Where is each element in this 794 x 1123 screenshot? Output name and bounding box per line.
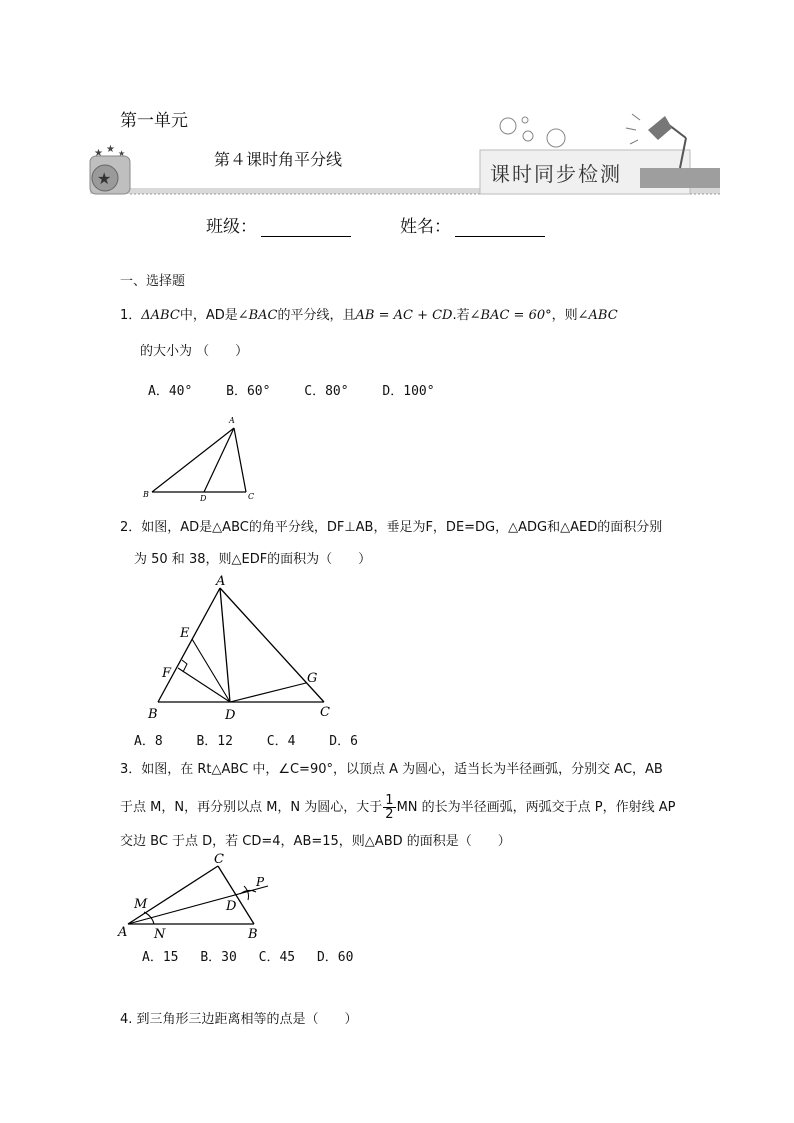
q2-label-g: G	[307, 671, 318, 686]
q2-label-f: F	[162, 666, 172, 681]
q2-option-a[interactable]: A．8	[134, 734, 163, 749]
question-1-line-2: 的大小为 （ ）	[140, 344, 249, 359]
q3-label-a: A	[118, 925, 128, 940]
name-field	[400, 212, 545, 237]
q2-label-e: E	[180, 626, 190, 641]
question-2-line-1: 2．如图，AD是△ABC的角平分线，DF⊥AB，垂足为F，DE=DG，△ADG和△AED的面积分别	[120, 520, 663, 535]
question-3-options	[142, 946, 367, 965]
q3-label-n: N	[154, 927, 166, 942]
name-label: 姓名：	[400, 217, 451, 237]
q1-label-d: D	[200, 494, 207, 503]
q3-option-c[interactable]: C．45	[258, 950, 296, 965]
q3-label-d: D	[226, 899, 237, 914]
q2-label-a: A	[216, 574, 226, 589]
q2-option-b[interactable]: B．12	[196, 734, 233, 749]
lesson-title: 第４课时角平分线	[214, 150, 343, 169]
q1-option-b[interactable]: B．60°	[226, 384, 271, 399]
q3-figure	[116, 850, 286, 942]
q3-label-c: C	[214, 852, 224, 867]
q1-label-b: B	[143, 490, 149, 499]
question-1-options	[148, 380, 461, 399]
q3-label-b: B	[248, 927, 258, 942]
q3-label-m: M	[134, 897, 148, 912]
question-3-line-1: 3．如图，在 Rt△ABC 中，∠C=90°，以顶点 A 为圆心，适当长为半径画弧，分别交 AC，AB	[120, 762, 663, 777]
q3-option-d[interactable]: D．60	[316, 950, 354, 965]
q2-option-c[interactable]: C．4	[266, 734, 296, 749]
question-3-line-2: 于点 M，N，再分别以点 M，N 为圆心，大于 $\frac{1}{2}$ MN 的长为半径画弧，两弧交于点 P，作射线 AP	[120, 793, 676, 822]
name-blank[interactable]	[455, 218, 545, 237]
class-field	[206, 212, 351, 237]
q2-label-b: B	[148, 707, 158, 722]
q3-option-a[interactable]: A．15	[142, 950, 179, 965]
section-title: 一、选择题	[120, 274, 186, 289]
q1-option-d[interactable]: D．100°	[382, 384, 435, 399]
q1-figure	[140, 412, 270, 504]
question-1-line-1: 1．ΔABC中，AD是∠BAC的平分线，且AB = AC + CD.若∠BAC = 60°，则∠ABC	[120, 308, 618, 323]
q2-figure	[140, 572, 350, 722]
q1-option-a[interactable]: A．40°	[148, 384, 193, 399]
q1-label-a: A	[229, 416, 235, 425]
q2-label-d: D	[225, 708, 236, 722]
q3-option-b[interactable]: B．30	[200, 950, 237, 965]
fraction-one-half: $\frac{1}{2}$	[385, 793, 394, 822]
q2-label-c: C	[320, 705, 330, 720]
class-label: 班级：	[206, 217, 257, 237]
unit-title: 第一单元	[120, 111, 188, 131]
svg-text:★: ★	[94, 148, 103, 159]
q3-label-p: P	[256, 875, 265, 889]
q1-option-c[interactable]: C．80°	[304, 384, 349, 399]
svg-text:★: ★	[118, 149, 126, 158]
question-4-line-1: 4. 到三角形三边距离相等的点是（ ）	[120, 1012, 358, 1027]
q1-label-c: C	[248, 492, 255, 501]
question-2-options	[134, 730, 384, 749]
q2-option-d[interactable]: D．6	[329, 734, 358, 749]
question-3-line-3: 交边 BC 于点 D，若 CD=4，AB=15，则△ABD 的面积是（ ）	[120, 834, 511, 849]
banner-title: 课时同步检测	[490, 162, 622, 186]
svg-text:★: ★	[97, 169, 112, 188]
class-blank[interactable]	[261, 218, 351, 237]
question-2-line-2: 为 50 和 38，则△EDF的面积为（ ）	[134, 552, 372, 567]
svg-text:★: ★	[106, 144, 115, 155]
